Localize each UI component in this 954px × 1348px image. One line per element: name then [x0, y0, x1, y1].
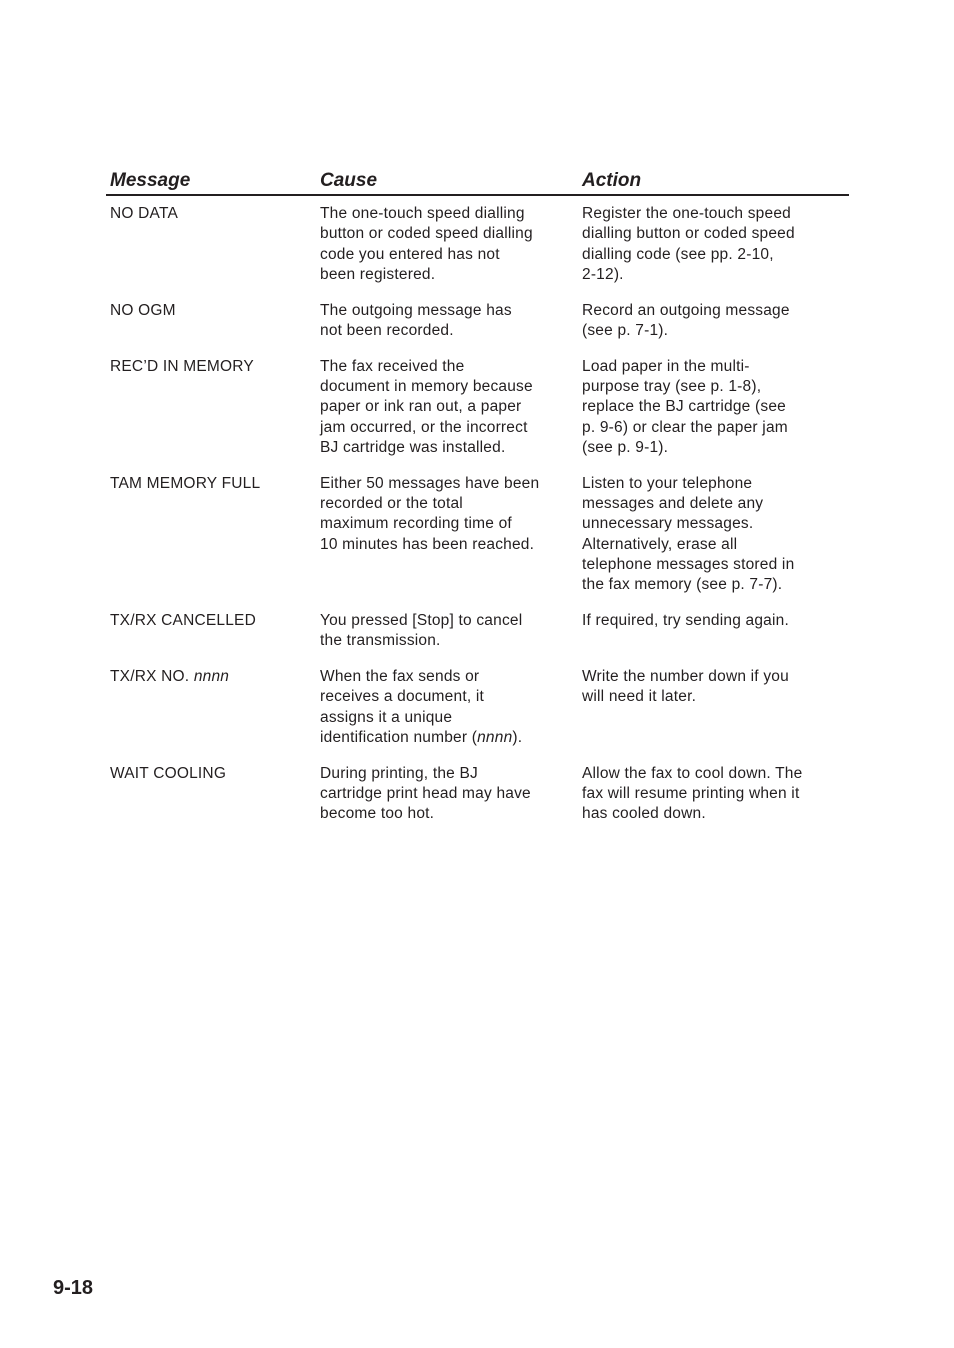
- error-message-table: [106, 168, 849, 825]
- table-row: [106, 301, 849, 342]
- cell-cause: You pressed [Stop] to cancel the transmission.: [320, 612, 523, 650]
- cell-cause: When the fax sends or receives a document, it assigns it a unique identification number (nnnn).: [320, 668, 523, 747]
- table-row: [106, 357, 849, 459]
- cell-message: REC’D IN MEMORY: [110, 357, 254, 375]
- table-row: [106, 474, 849, 596]
- table-row: [106, 204, 849, 285]
- cell-message: TX/RX NO. nnnn: [110, 668, 230, 686]
- cell-message: NO OGM: [110, 301, 176, 319]
- cell-message: WAIT COOLING: [110, 764, 227, 782]
- cell-action: Listen to your telephone messages and delete any unnecessary messages. Alternatively, erase all telephone messages stored in the fax memory (see p. 7-7).: [582, 474, 795, 594]
- cell-cause: The one-touch speed dialling button or coded speed dialling code you entered has not been registered.: [320, 205, 533, 283]
- cell-message: NO DATA: [110, 205, 178, 222]
- table-header: [106, 168, 849, 196]
- cell-cause: The outgoing message has not been recorded.: [320, 301, 512, 339]
- cell-message: TAM MEMORY FULL: [110, 474, 261, 492]
- cell-cause: The fax received the document in memory because paper or ink ran out, a paper jam occurred, or the incorrect BJ cartridge was installed.: [320, 357, 533, 456]
- column-header-message: Message: [110, 170, 191, 191]
- cell-action: Record an outgoing message (see p. 7-1).: [582, 301, 790, 339]
- cell-cause: Either 50 messages have been recorded or the total maximum recording time of 10 minutes has been reached.: [320, 474, 540, 553]
- cell-action: Register the one-touch speed dialling button or coded speed dialling code (see pp. 2-10, 2-12).: [582, 205, 795, 283]
- page-number: 9-18: [53, 1277, 94, 1299]
- cell-action: Write the number down if you will need it later.: [582, 668, 789, 706]
- table-row: [106, 667, 849, 748]
- cell-cause: During printing, the BJ cartridge print head may have become too hot.: [320, 764, 531, 823]
- cell-action: Allow the fax to cool down. The fax will resume printing when it has cooled down.: [582, 764, 803, 823]
- table-row: [106, 764, 849, 825]
- table-body: [106, 204, 849, 825]
- cell-action: If required, try sending again.: [582, 612, 789, 630]
- cell-action: Load paper in the multi- purpose tray (see p. 1-8), replace the BJ cartridge (see p. 9-6) or clear the paper jam (see p. 9-1).: [582, 357, 788, 456]
- column-header-cause: Cause: [320, 170, 378, 191]
- cell-message: TX/RX CANCELLED: [110, 612, 256, 630]
- table-row: [106, 611, 849, 652]
- column-header-action: Action: [582, 170, 642, 191]
